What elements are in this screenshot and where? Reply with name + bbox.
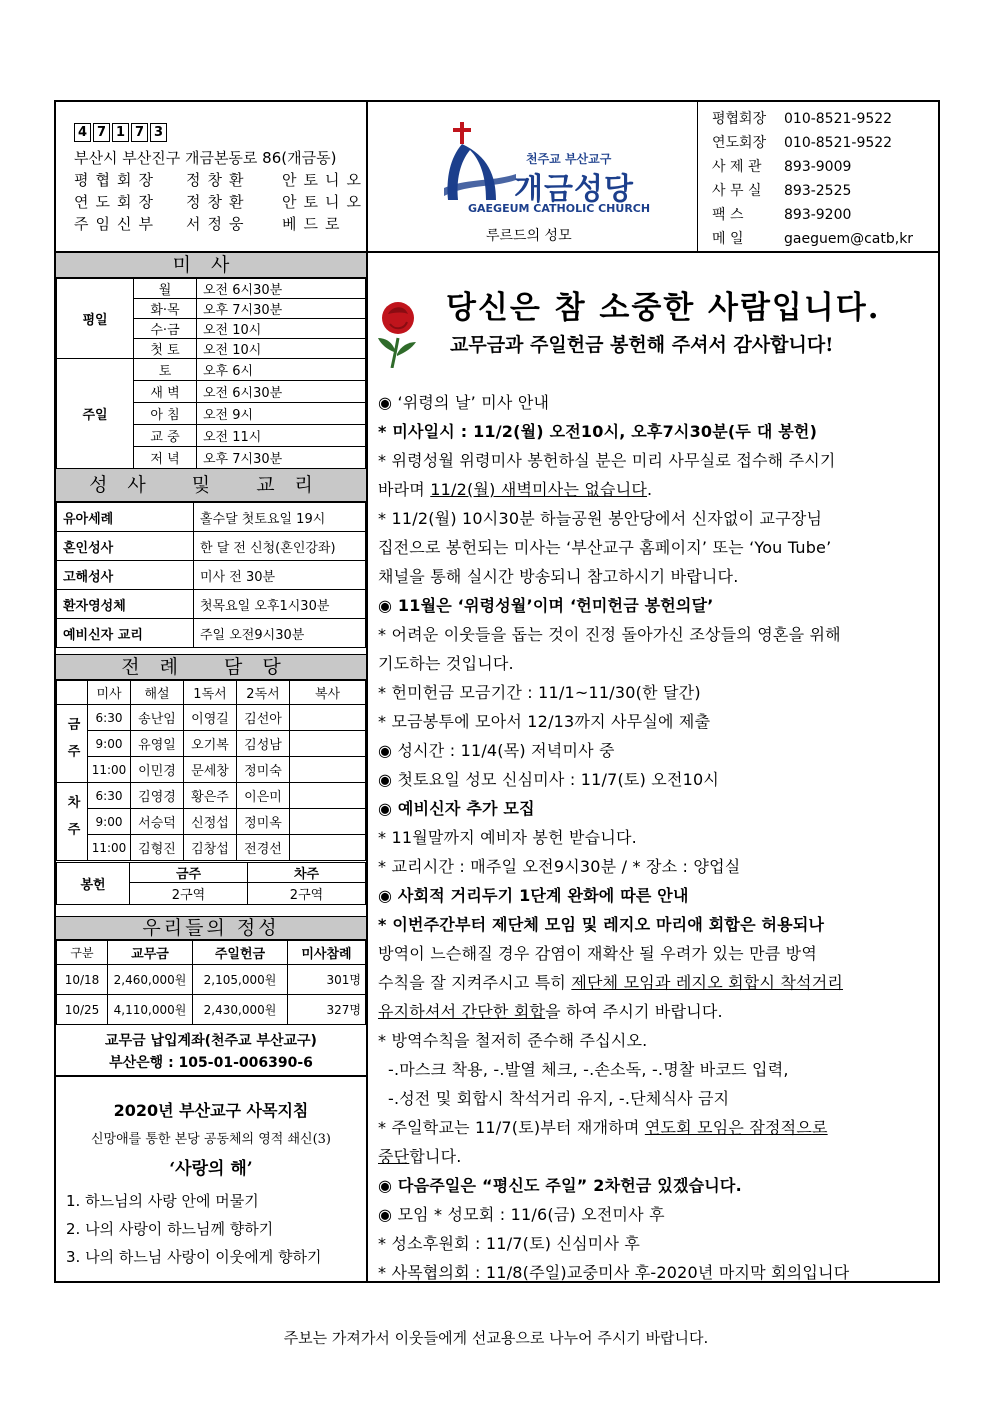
officer-name: 정창환 (186, 171, 251, 189)
mass-day: 화·목 (134, 299, 197, 319)
weekday-label: 평일 (57, 279, 134, 359)
contribution-attendance: 327명 (288, 995, 366, 1025)
contact-value: 893-9009 (784, 159, 852, 175)
mass-day: 첫 토 (134, 339, 197, 359)
notice-line: * 헌미헌금 모금기간 : 11/1~11/30(한 달간) (378, 683, 701, 702)
notice-line (378, 999, 723, 1022)
contribution-sunday: 2,430,000원 (193, 995, 288, 1025)
contribution-header: 주일헌금 (193, 941, 288, 965)
zip-digit: 3 (150, 123, 167, 142)
notice-line: ◉ 모임 * 성모회 : 11/6(금) 오전미사 후 (378, 1205, 665, 1224)
liturgy-cell: 오기복 (184, 731, 237, 757)
liturgy-cell: 전경선 (237, 835, 290, 861)
liturgy-section-title: 전례 담당 (56, 654, 366, 680)
sunday-label: 주일 (57, 359, 134, 469)
notice-line: * 11월말까지 예비자 봉헌 받습니다. (378, 828, 637, 847)
mass-day: 새 벽 (134, 381, 197, 403)
liturgy-cell (290, 783, 366, 809)
officer-name: 정창환 (186, 193, 251, 211)
zip-code (74, 123, 167, 142)
contact-row (712, 204, 851, 224)
notice-line: -.성전 및 회합시 착석거리 유지, -.단체식사 금지 (388, 1089, 730, 1108)
liturgy-header: 미사 (88, 681, 131, 705)
offering-this-label: 금주 (130, 863, 248, 883)
offering-table (56, 862, 366, 905)
notice-line: 집전으로 봉헌되는 미사는 ‘부산교구 홈페이지’ 또는 ‘You Tube’ (378, 538, 832, 557)
liturgy-table (56, 680, 366, 861)
officer-row (74, 213, 346, 234)
offering-this: 2구역 (130, 883, 248, 905)
notice-text: . (647, 480, 653, 499)
sacrament-name: 환자영성체 (57, 590, 194, 619)
church-logo-icon (440, 118, 520, 210)
contribution-header: 구분 (57, 941, 108, 965)
notice-line: * 위령성월 위령미사 봉헌하실 분은 미리 사무실로 접수해 주시기 (378, 451, 836, 470)
liturgy-cell: 황은주 (184, 783, 237, 809)
officer-name: 서정웅 (186, 215, 251, 233)
contribution-dues: 2,460,000원 (108, 965, 193, 995)
mass-time: 오전 6시30분 (197, 381, 366, 403)
next-week-label: 차주 (57, 783, 88, 861)
account-title: 교무금 납입계좌(천주교 부산교구) (105, 1033, 317, 1049)
sacrament-name: 유아세례 (57, 503, 194, 532)
mass-day: 수·금 (134, 319, 197, 339)
liturgy-time: 9:00 (88, 731, 131, 757)
contact-label: 평협회장 (712, 111, 767, 127)
contribution-date: 10/25 (57, 995, 108, 1025)
contribution-header: 교무금 (108, 941, 193, 965)
contribution-date: 10/18 (57, 965, 108, 995)
notice-line: * 11/2(월) 10시30분 하늘공원 봉안당에서 신자없이 교구장님 (378, 509, 823, 528)
notice-text-underlined: 제단체 모임과 레지오 회합시 착석거리 (571, 973, 844, 992)
mass-time: 오후 6시 (197, 359, 366, 381)
notice-line: -.마스크 착용, -.발열 체크, -.손소독, -.명찰 바코드 입력, (388, 1060, 789, 1079)
notice-line (378, 1144, 462, 1167)
contribution-sunday: 2,105,000원 (193, 965, 288, 995)
liturgy-time: 6:30 (88, 705, 131, 731)
guidelines-divider (56, 1075, 366, 1077)
mass-time: 오전 10시 (197, 339, 366, 359)
liturgy-cell: 이영길 (184, 705, 237, 731)
liturgy-header: 복사 (290, 681, 366, 705)
sacrament-name: 예비신자 교리 (57, 619, 194, 648)
liturgy-cell (290, 705, 366, 731)
notice-text-underlined: 중단 (378, 1147, 410, 1166)
guidelines-title: 2020년 부산교구 사목지침 (113, 1101, 309, 1120)
notice-line (378, 477, 652, 500)
notice-line: 채널을 통해 실시간 방송되니 참고하시기 바랍니다. (378, 567, 739, 586)
liturgy-cell: 유영일 (131, 731, 184, 757)
notice-text: 을 하여 주시기 바랍니다. (545, 1002, 723, 1021)
notice-line: * 성소후원회 : 11/7(토) 신심미사 후 (378, 1234, 641, 1253)
liturgy-cell: 김선아 (237, 705, 290, 731)
subheadline: 교무금과 주일헌금 봉헌해 주셔서 감사합니다! (450, 334, 834, 356)
mass-day: 저 녁 (134, 447, 197, 469)
mass-schedule-table (56, 278, 366, 469)
contacts-block (698, 102, 940, 252)
notice-line: ◉ 예비신자 추가 모집 (378, 799, 535, 818)
notice-line: * 교리시간 : 매주일 오전9시30분 / * 장소 : 양업실 (378, 857, 741, 876)
officer-baptismal: 안토니오 (282, 193, 368, 211)
notice-line: * 미사일시 : 11/2(월) 오전10시, 오후7시30분(두 대 봉헌) (378, 422, 818, 441)
patron-label: 루르드의 성모 (486, 228, 572, 244)
sacrament-name: 고해성사 (57, 561, 194, 590)
mass-time: 오전 9시 (197, 403, 366, 425)
sacrament-info: 미사 전 30분 (194, 561, 366, 590)
contact-label: 팩 스 (712, 207, 744, 223)
liturgy-cell: 송난임 (131, 705, 184, 731)
officer-role: 평협회장 (74, 171, 160, 189)
bulletin-frame (54, 100, 940, 1283)
mass-time: 오후 7시30분 (197, 299, 366, 319)
liturgy-cell: 서승덕 (131, 809, 184, 835)
liturgy-cell (290, 835, 366, 861)
guideline-item: 3. 나의 하느님 사랑이 이웃에게 향하기 (66, 1248, 322, 1266)
contribution-dues: 4,110,000원 (108, 995, 193, 1025)
notice-line: ◉ 11월은 ‘위령성월’이며 ‘헌미헌금 봉헌의달’ (378, 596, 714, 615)
offering-next-label: 차주 (248, 863, 366, 883)
notice-line: * 사목협의회 : 11/8(주일)교중미사 후-2020년 마지막 회의입니다 (378, 1263, 850, 1282)
contact-row (712, 180, 851, 200)
rose-icon (374, 294, 422, 368)
offering-label: 봉헌 (57, 863, 130, 905)
notice-line: * 어려운 이웃들을 돕는 것이 진정 돌아가신 조상들의 영혼을 위해 (378, 625, 841, 644)
notices-column (368, 252, 940, 1283)
liturgy-header: 해설 (131, 681, 184, 705)
notice-line (378, 1115, 828, 1138)
headline: 당신은 참 소중한 사람입니다. (446, 290, 881, 326)
liturgy-header: 2독서 (237, 681, 290, 705)
liturgy-cell (290, 757, 366, 783)
notice-line (378, 970, 843, 993)
liturgy-cell: 김영경 (131, 783, 184, 809)
liturgy-time: 11:00 (88, 757, 131, 783)
zip-digit: 1 (112, 123, 129, 142)
notice-line: * 방역수칙을 철저히 준수해 주십시오. (378, 1031, 648, 1050)
notice-line: 기도하는 것입니다. (378, 654, 514, 673)
notice-text: 수칙을 잘 지켜주시고 특히 (378, 973, 572, 992)
diocese-label: 천주교 부산교구 (526, 152, 612, 166)
left-column (56, 252, 368, 1283)
church-name: 개금성당 (514, 172, 634, 207)
notice-line: ◉ 다음주일은 “평신도 주일” 2차헌금 있겠습니다. (378, 1176, 742, 1195)
liturgy-time: 6:30 (88, 783, 131, 809)
mass-time: 오전 10시 (197, 319, 366, 339)
liturgy-cell: 신정섭 (184, 809, 237, 835)
liturgy-cell: 정미옥 (237, 809, 290, 835)
contribution-header: 미사참례 (288, 941, 366, 965)
contribution-attendance: 301명 (288, 965, 366, 995)
sacrament-name: 혼인성사 (57, 532, 194, 561)
mass-section-title: 미사 (56, 252, 366, 278)
guidelines-theme: ‘사랑의 해’ (169, 1159, 253, 1179)
sacrament-info: 주일 오전9시30분 (194, 619, 366, 648)
officer-role: 주임신부 (74, 215, 160, 233)
liturgy-cell: 김창섭 (184, 835, 237, 861)
zip-digit: 4 (74, 123, 91, 142)
notice-line: ◉ 성시간 : 11/4(목) 저녁미사 중 (378, 741, 615, 760)
address-text: 부산시 부산진구 개금본동로 86(개금동) (74, 149, 337, 167)
notice-line: ◉ ‘위령의 날’ 미사 안내 (378, 393, 550, 412)
contact-value: 893-2525 (784, 183, 852, 199)
contact-row (712, 156, 851, 176)
address-block (56, 102, 368, 252)
contact-row (712, 108, 892, 128)
liturgy-cell: 이민경 (131, 757, 184, 783)
contact-label: 사 제 관 (712, 159, 762, 175)
logo-block (368, 102, 698, 252)
liturgy-header: 1독서 (184, 681, 237, 705)
mass-day: 토 (134, 359, 197, 381)
sacrament-info: 홀수달 첫토요일 19시 (194, 503, 366, 532)
contact-value: 010-8521-9522 (784, 135, 893, 151)
liturgy-cell: 정미숙 (237, 757, 290, 783)
account-number: 부산은행 : 105-01-006390-6 (109, 1055, 313, 1071)
liturgy-cell: 문세창 (184, 757, 237, 783)
guideline-item: 2. 나의 사랑이 하느님께 향하기 (66, 1220, 274, 1238)
contributions-table (56, 940, 366, 1025)
contact-row (712, 228, 913, 248)
contact-row (712, 132, 892, 152)
liturgy-cell: 이은미 (237, 783, 290, 809)
notice-line: ◉ 첫토요일 성모 신심미사 : 11/7(토) 오전10시 (378, 770, 720, 789)
liturgy-cell (290, 731, 366, 757)
liturgy-cell: 김성남 (237, 731, 290, 757)
mass-day: 아 침 (134, 403, 197, 425)
mass-time: 오후 7시30분 (197, 447, 366, 469)
notice-text: 바라며 (378, 480, 431, 499)
guidelines-subtitle: 신망애를 통한 본당 공동체의 영적 쇄신(3) (90, 1132, 331, 1147)
liturgy-cell: 김형진 (131, 835, 184, 861)
contact-label: 메 일 (712, 231, 744, 247)
officer-row (74, 191, 368, 212)
notice-text-underlined: 11/2(월) 새벽미사는 없습니다 (430, 480, 648, 499)
liturgy-cell (290, 809, 366, 835)
officer-baptismal: 안토니오 (282, 171, 368, 189)
footer-note: 주보는 가져가서 이웃들에게 선교용으로 나누어 주시기 바랍니다. (283, 1329, 709, 1347)
offering-next: 2구역 (248, 883, 366, 905)
zip-digit: 7 (93, 123, 110, 142)
sacraments-table (56, 502, 366, 648)
officer-row (74, 169, 368, 190)
contact-value: 010-8521-9522 (784, 111, 893, 127)
officer-baptismal: 베드로 (282, 215, 347, 233)
officer-role: 연도회장 (74, 193, 160, 211)
sacraments-section-title: 성사 및 교리 (56, 468, 366, 502)
mass-day: 월 (134, 279, 197, 299)
notice-text: 합니다. (409, 1147, 462, 1166)
contact-value: 893-9200 (784, 207, 852, 223)
mass-day: 교 중 (134, 425, 197, 447)
contributions-section-title: 우리들의 정성 (56, 916, 366, 940)
notice-text: * 주일학교는 11/7(토)부터 재개하며 (378, 1118, 645, 1137)
mass-time: 오전 11시 (197, 425, 366, 447)
contact-label: 연도회장 (712, 135, 767, 151)
guideline-item: 1. 하느님의 사랑 안에 머물기 (66, 1192, 259, 1210)
sacrament-info: 첫목요일 오후1시30분 (194, 590, 366, 619)
notice-line: 방역이 느슨해질 경우 감염이 재확산 될 우려가 있는 만큼 방역 (378, 944, 817, 963)
liturgy-time: 9:00 (88, 809, 131, 835)
notice-line: * 이번주간부터 제단체 모임 및 레지오 마리애 회합은 허용되나 (378, 915, 825, 934)
notice-text-underlined: 유지하셔서 간단한 회합 (378, 1002, 546, 1021)
notice-line: * 모금봉투에 모아서 12/13까지 사무실에 제출 (378, 712, 711, 731)
contact-label: 사 무 실 (712, 183, 762, 199)
contact-value: gaeguem@catb,kr (784, 231, 914, 247)
church-name-en: GAEGEUM CATHOLIC CHURCH (468, 202, 651, 215)
zip-digit: 7 (131, 123, 148, 142)
notice-text-underlined: 연도회 모임은 잠정적으로 (644, 1118, 828, 1137)
mass-time: 오전 6시30분 (197, 279, 366, 299)
sacrament-info: 한 달 전 신청(혼인강좌) (194, 532, 366, 561)
liturgy-time: 11:00 (88, 835, 131, 861)
this-week-label: 금주 (57, 705, 88, 783)
notice-line: ◉ 사회적 거리두기 1단계 완화에 따른 안내 (378, 886, 689, 905)
